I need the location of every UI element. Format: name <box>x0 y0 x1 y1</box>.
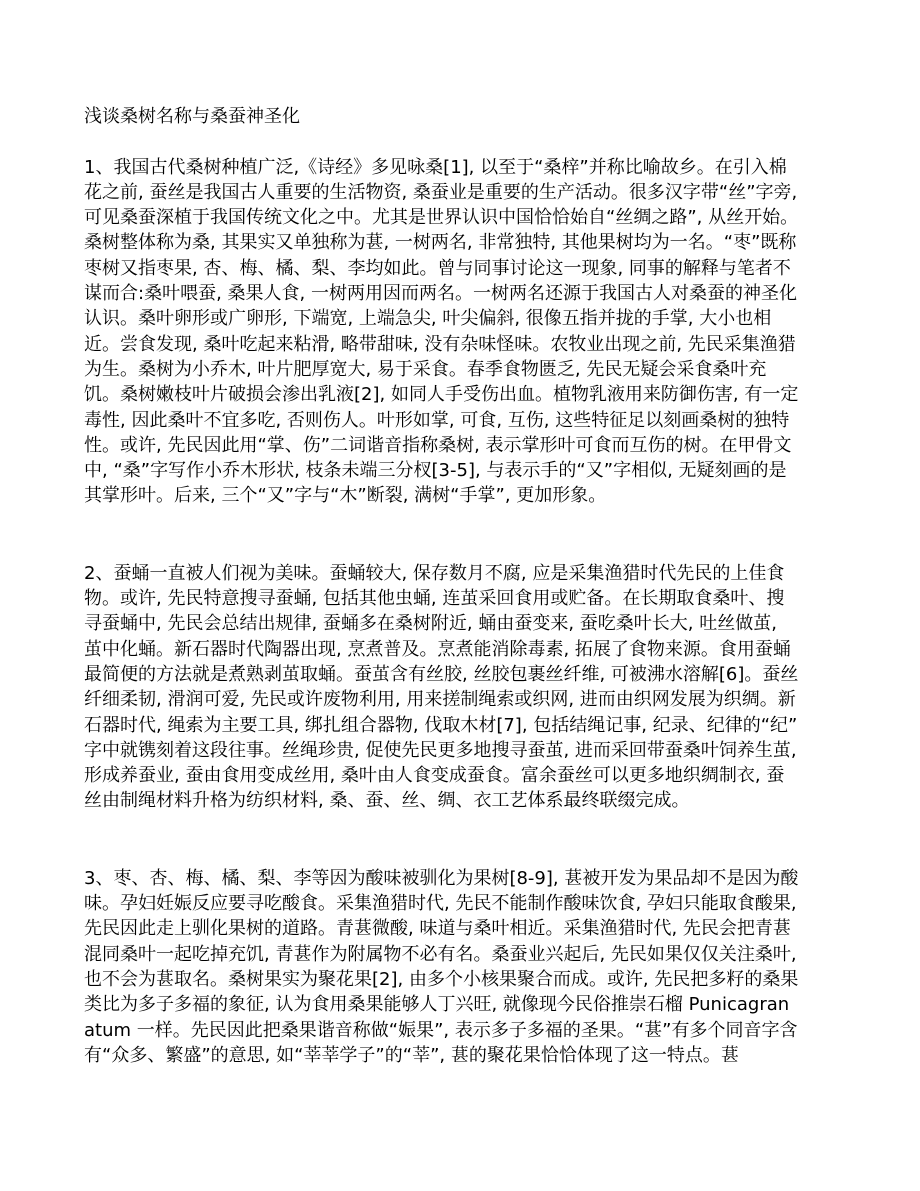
paragraph-1: 1、我国古代桑树种植广泛,《诗经》多见咏桑[1], 以至于“桑梓”并称比喻故乡。在引入棉花之前, 蚕丝是我国古人重要的生活物资, 桑蚕业是重要的生产活动。很多汉字带“丝”字旁, 可见桑蚕深植于我国传统文化之中。尤其是世界认识中国恰恰始自“丝绸之路”, 从丝开始。桑树整体称为桑, 其果实又单独称为葚, 一树两名, 非常独特, 其他果树均为一名。“枣”既称枣树又指枣果, 杏、梅、橘、梨、李均如此。曾与同事讨论这一现象, 同事的解释与笔者不谋而合:桑叶喂蚕, 桑果人食, 一树两用因而两名。一树两名还源于我国古人对桑蚕的神圣化认识。桑叶卵形或广卵形, 下端宽, 上端急尖, 叶尖偏斜, 很像五指并拢的手掌, 大小也相近。尝食发现, 桑叶吃起来粘滑, 略带甜味, 没有杂味怪味。农牧业出现之前, 先民采集渔猎为生。桑树为小乔木, 叶片肥厚宽大, 易于采食。春季食物匮乏, 先民无疑会采食桑叶充饥。桑树嫩枝叶片破损会渗出乳液[2], 如同人手受伤出血。植物乳液用来防御伤害, 有一定毒性, 因此桑叶不宜多吃, 否则伤人。叶形如掌, 可食, 互伤, 这些特征足以刻画桑树的独特性。或许, 先民因此用“掌、伤”二词谐音指称桑树, 表示掌形叶可食而互伤的树。在甲骨文中, “桑”字写作小乔木形状, 枝条未端三分杈[3-5], 与表示手的“又”字相似, 无疑刻画的是其掌形叶。后来, 三个“又”字与“木”断裂, 满树“手掌”, 更加形象。 <box>84 156 799 507</box>
paragraph-3: 3、枣、杏、梅、橘、梨、李等因为酸味被驯化为果树[8-9], 葚被开发为果品却不是因为酸味。孕妇妊娠反应要寻吃酸食。采集渔猎时代, 先民不能制作酸味饮食, 孕妇只能取食酸果, 先民因此走上驯化果树的道路。青葚微酸, 味道与桑叶相近。采集渔猎时代, 先民会把青葚混同桑叶一起吃掉充饥, 青葚作为附属物不必有名。桑蚕业兴起后, 先民如果仅仅关注桑叶, 也不会为葚取名。桑树果实为聚花果[2], 由多个小核果聚合而成。或许, 先民把多籽的桑果类比为多子多福的象征, 认为食用桑果能够人丁兴旺, 就像现今民俗推崇石榴 Punicagranatum 一样。先民因此把桑果谐音称做“娠果”, 表示多子多福的圣果。“葚”有多个同音字含有“众多、繁盛”的意思, 如“莘莘学子”的“莘”, 葚的聚花果恰恰体现了这一特点。葚 <box>84 867 799 1066</box>
document-title: 浅谈桑树名称与桑蚕神圣化 <box>84 106 300 127</box>
paragraph-2: 2、蚕蛹一直被人们视为美味。蚕蛹较大, 保存数月不腐, 应是采集渔猎时代先民的上佳食物。或许, 先民特意搜寻蚕蛹, 包括其他虫蛹, 连茧采回食用或贮备。在长期取食桑叶、搜寻蚕蛹中, 先民会总结出规律, 蚕蛹多在桑树附近, 蛹由蚕变来, 蚕吃桑叶长大, 吐丝做茧, 茧中化蛹。新石器时代陶器出现, 烹煮普及。烹煮能消除毒素, 拓展了食物来源。食用蚕蛹最简便的方法就是煮熟剥茧取蛹。蚕茧含有丝胶, 丝胶包裹丝纤维, 可被沸水溶解[6]。蚕丝纤细柔韧, 滑润可爱, 先民或许废物利用, 用来搓制绳索或织网, 进而由织网发展为织绸。新石器时代, 绳索为主要工具, 绑扎组合器物, 伐取木材[7], 包括结绳记事, 纪录、纪律的“纪”字中就镌刻着这段往事。丝绳珍贵, 促使先民更多地搜寻蚕茧, 进而采回带蚕桑叶饲养生茧, 形成养蚕业, 蚕由食用变成丝用, 桑叶由人食变成蚕食。富余蚕丝可以更多地织绸制衣, 蚕丝由制绳材料升格为纺织材料, 桑、蚕、丝、绸、衣工艺体系最终联缀完成。 <box>84 562 799 812</box>
